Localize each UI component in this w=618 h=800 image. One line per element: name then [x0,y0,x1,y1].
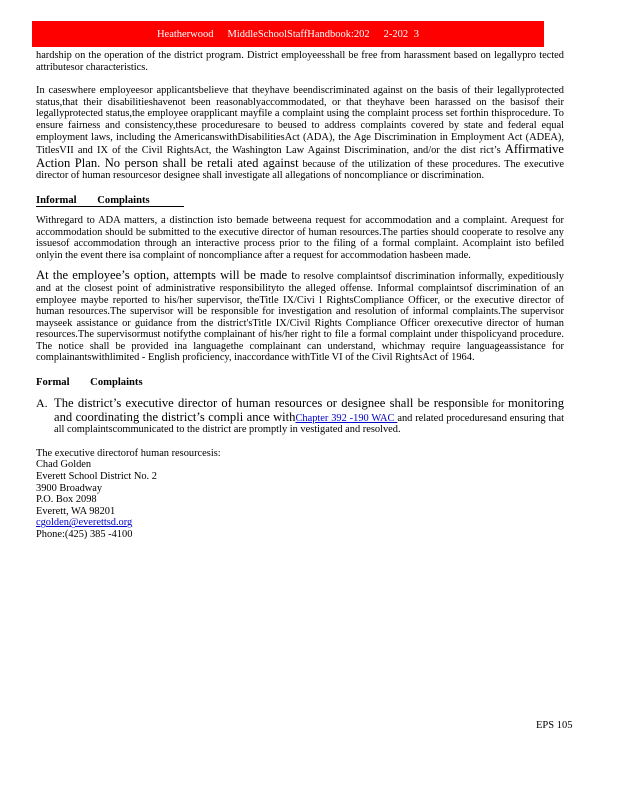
paragraph-complaint-process [36,85,564,182]
header-year: 2-202 3 [383,28,420,40]
contact-block [36,448,564,541]
employee-option-text: At the employee’s option, attempts will be made t [36,268,295,283]
paragraph-ada-matters: Withregard to ADA matters, a distinction isto bemade betweena request for accommodation and a complaint. Arequest for accommodation should be submitted to the executive director of human resources.The parties should cooperate to resolve any issuesof accommodation through an interactive process prior to the filing of a formal complaint. Acomplaint isto befiled onlyin the event there isa complaint of noncompliance after a request for accommodation hasbeen made. [36,214,564,261]
header-bar [32,21,544,47]
wac-chapter-link[interactable]: Chapter 392 -190 WAC [295,412,398,424]
contact-po-box: P.O. Box 2098 [36,494,97,506]
contact-intro: The executive directorof human resourcesis: [36,447,221,459]
contact-name: Chad Golden [36,459,92,471]
contact-city: Everett, WA 98201 [36,505,116,517]
page-number: EPS 105 [536,720,573,731]
formal-complaints-heading: Formal Complaints [36,377,143,389]
list-marker: A. [36,396,48,411]
contact-street: 3900 Broadway [36,482,103,494]
informal-complaints-heading: Informal Complaints [36,194,564,207]
contact-email-link[interactable]: cgolden@everettsd.org [36,517,133,529]
handbook-page [36,50,564,541]
contact-phone: Phone:(425) 385 -4100 [36,529,133,540]
formal-item-text: The district’s executive director of human resources or designee shall be responsible for monitoring and coordinating the district’s compli ance withChapter 392 -190 WAC and related proceduresand ensuring that all complaintscommunicated to the district are promptly in vestigated and resolved. [54,396,564,436]
header-school: Heatherwood [156,28,214,40]
paragraph-informal-option [36,269,564,364]
header-title: MiddleSchoolStaffHandbook:202 [227,28,370,40]
contact-org: Everett School District No. 2 [36,471,157,483]
paragraph-hardship: hardship on the operation of the district program. District employeesshall be free from harassment based on legallypro tected attributesor characteristics. [36,50,564,73]
affirmative-action-text: Affirmative Action Plan. No person shall be retali ated against [36,142,564,170]
complaint-process-text-c: because of the utilization of these procedures. The executive director of human resourcesor designee shall investigate all allegations of noncompliance or discrimination. [36,158,564,182]
formal-list-item-a [36,397,564,436]
informal-option-text: o resolve complaintsof discrimination informally, expeditiously and at the closest point of administrative responsibilityto the alleged offense. Informal complaintsof discrimination of an employee maybe reported to his/her supervisor, theTitle IX/Civi l RightsCompliance Officer, or the executive director of human resources.The supervisor will be responsible for investigation and resolution of informal complaints.The supervisor mayseek assistance or guidance from the district'sTitle IX/Civil Rights Compliance Officer orexecutive director of human resources.The supervisormust notifythe complainant of his/her right to file a formal complaint under thispolicyand procedure. The notice shall be provided ina languagethe complainant can understand, whichmay require languageassistance for complainantswithlimited - English proficiency, inaccordance withTitle VI of the Civil RightsAct of 1964. [36,271,564,364]
complaint-process-text-a: In caseswhere employeesor applicantsbelieve that theyhave beendiscriminated against on the basis of their legallyprotected status,that their disabilitieshavenot been reasonablyaccommodated, or that theyhave been harassed on the basisof their legallyprotected status,the employee orapplicant mayfile a complaint using the complaint process set forthin thisprocedure. To ensure fairness and consistency,these proceduresare to beused to address complaints covered by state and federal equal employment laws, including the AmericanswithDisabilitiesAct (ADA), the Age Discrimination in Employment Act (ADEA), TitlesVII and IX of the Civil RightsAct, the Washington Law Against Discrimination, and/or the dist rict’s [36,85,564,157]
